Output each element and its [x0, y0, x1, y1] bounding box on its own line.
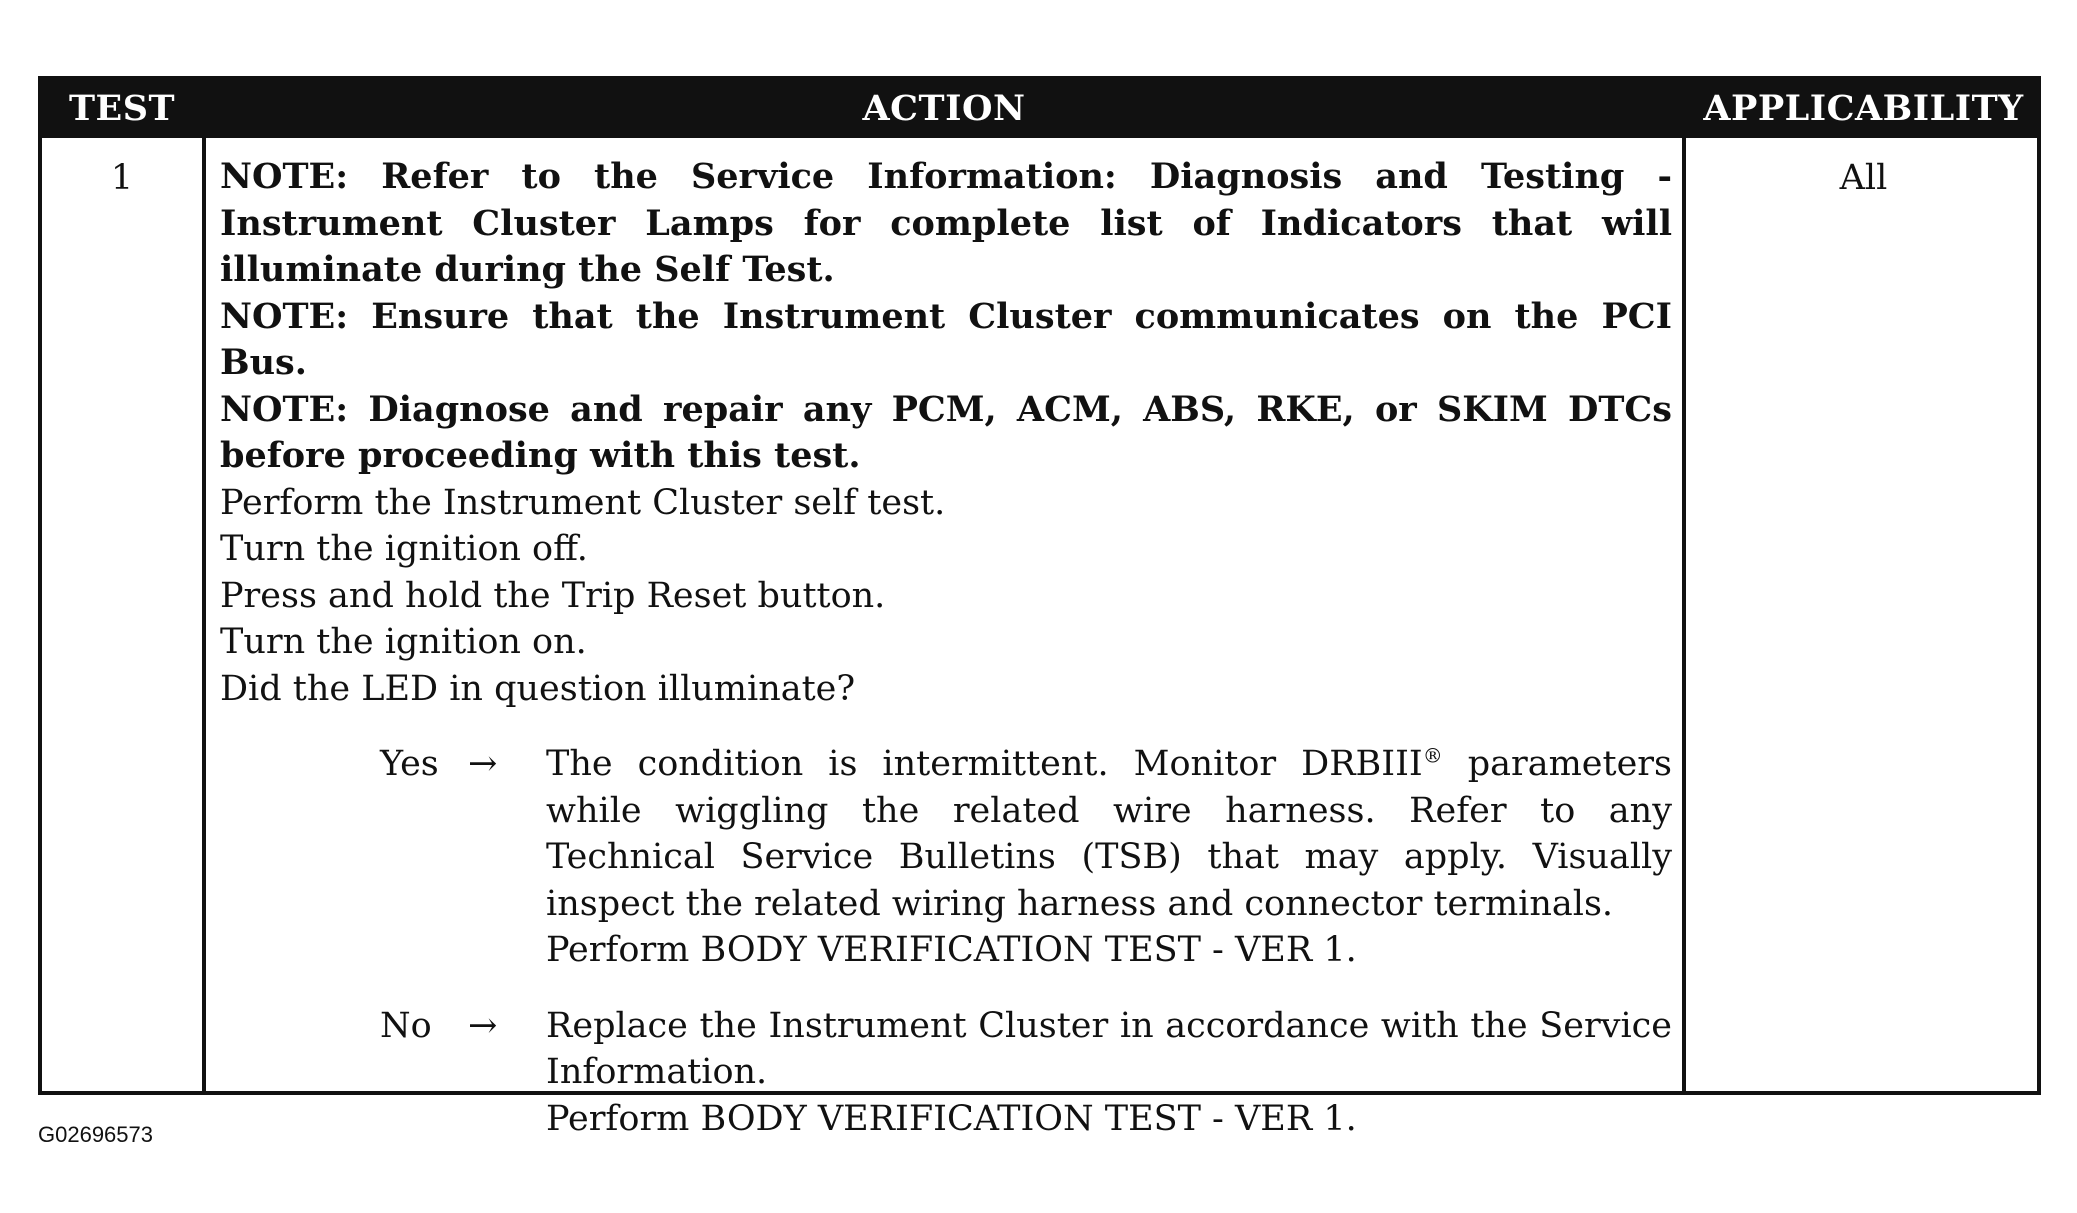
no-body: [546, 1003, 1672, 1143]
note-line: NOTE: Diagnose and repair any PCM, ACM, ABS, RKE, or SKIM DTCs before proceeding with this test.: [220, 388, 1672, 476]
arrow-right-icon: →: [468, 744, 498, 784]
yes-result: [220, 741, 1672, 974]
action-cell: [220, 154, 1672, 1142]
test-number: 1: [110, 158, 134, 198]
yes-label: Yes: [380, 744, 439, 784]
arrow-right-icon: →: [468, 1005, 498, 1046]
no-text: Replace the Instrument Cluster in accordance with the Service Information.: [546, 1005, 1672, 1092]
applicability-value: All: [1839, 158, 1888, 198]
column-divider: [202, 138, 206, 1091]
step-line: Did the LED in question illuminate?: [220, 668, 856, 709]
no-label: No: [380, 1005, 432, 1046]
note-line: NOTE: Ensure that the Instrument Cluster communicates on the PCI Bus.: [220, 295, 1672, 383]
step-line: Turn the ignition on.: [220, 622, 587, 662]
yes-text-after-mark: parameters while wiggling the related wire harness. Refer to any Technical Service Bulletins (TSB) that may apply. Visually inspect the related wiring harness and connector terminals.: [546, 744, 1672, 924]
step-line: Press and hold the Trip Reset button.: [220, 575, 886, 616]
column-divider: [1682, 138, 1686, 1091]
header-test: TEST: [68, 88, 176, 129]
no-perform: Perform BODY VERIFICATION TEST - VER 1.: [546, 1098, 1357, 1139]
step-line: Perform the Instrument Cluster self test.: [220, 482, 946, 523]
yes-perform: Perform BODY VERIFICATION TEST - VER 1.: [546, 930, 1357, 970]
step-line: Turn the ignition off.: [220, 529, 588, 569]
figure-id: G02696573: [38, 1122, 153, 1147]
registered-mark: ®: [1422, 743, 1443, 768]
yes-text-before-mark: The condition is intermittent. Monitor DRBIII: [546, 744, 1423, 784]
table-header: [42, 80, 2037, 138]
no-result: [220, 1003, 1672, 1143]
header-action: ACTION: [862, 88, 1026, 129]
yes-body: [546, 741, 1672, 974]
header-applicability: APPLICABILITY: [1703, 88, 2024, 129]
note-line: NOTE: Refer to the Service Information: Diagnosis and Testing - Instrument Cluster Lamps for complete list of Indicators that will illuminate during the Self Test.: [220, 156, 1672, 290]
